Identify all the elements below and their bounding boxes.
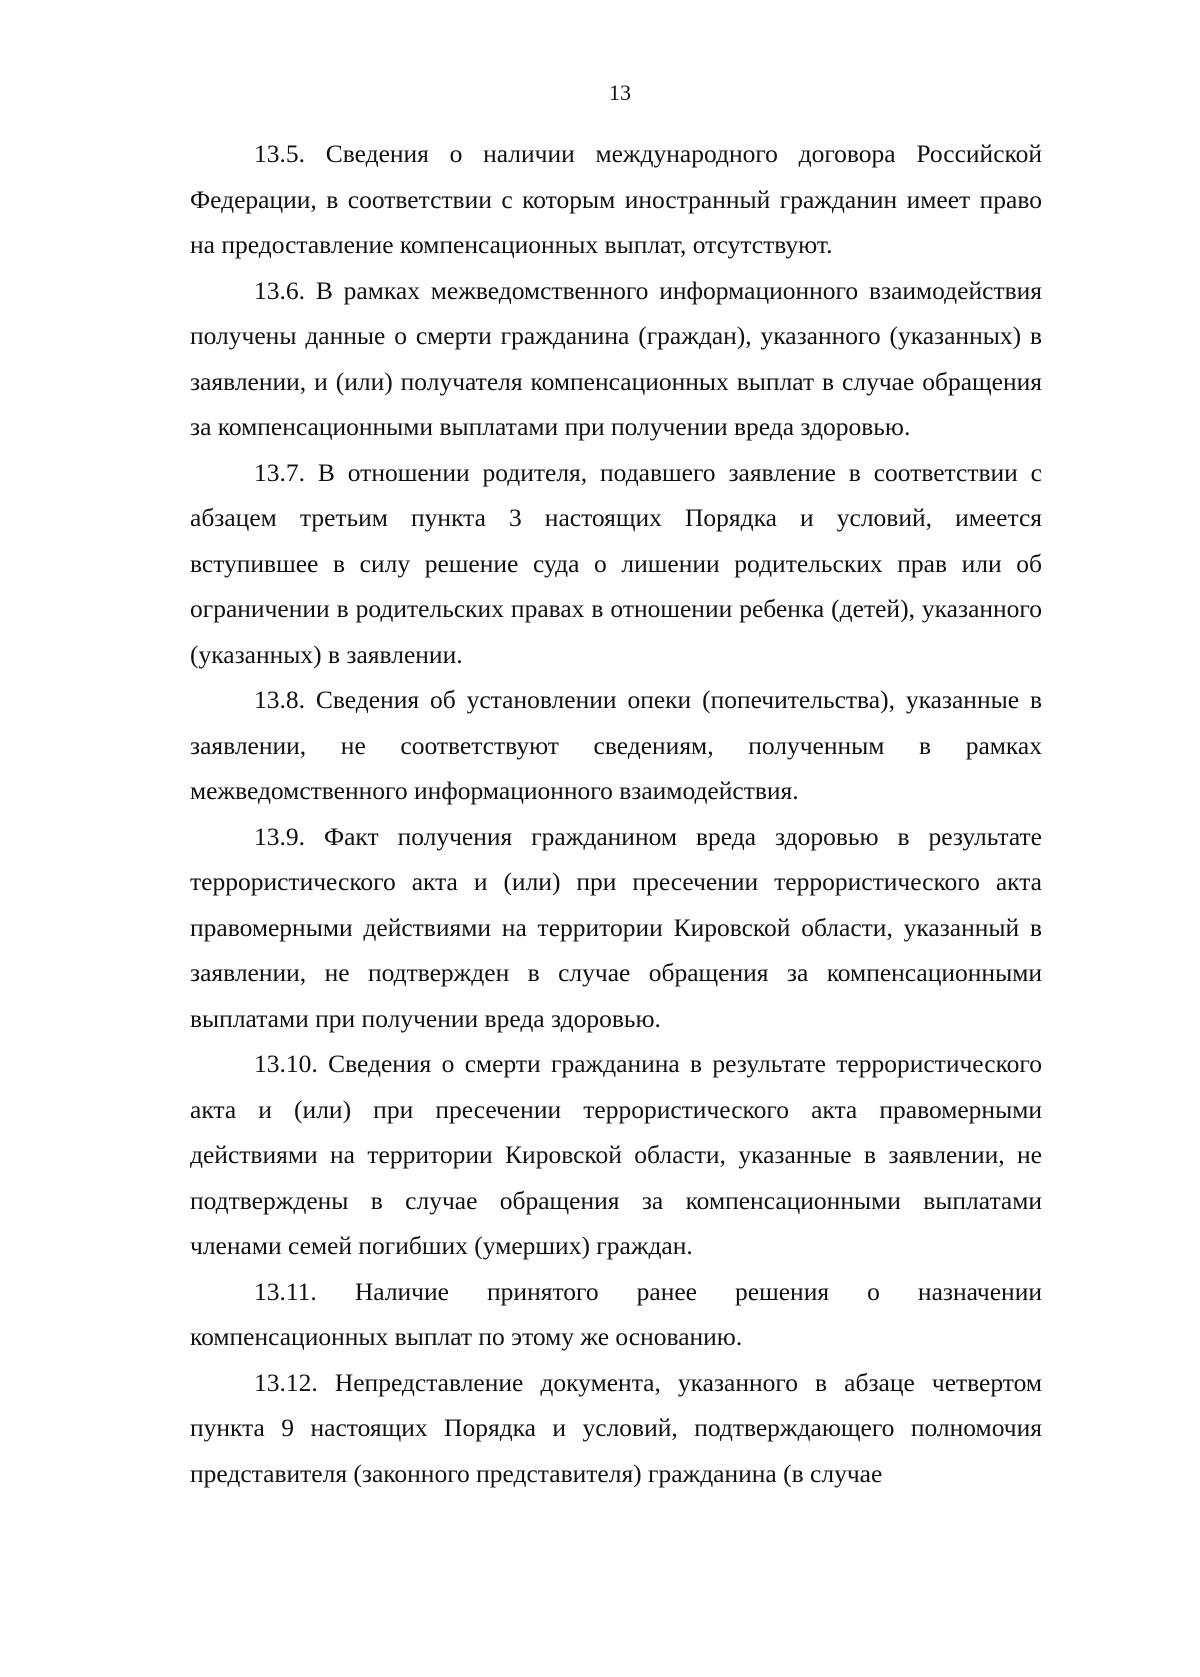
paragraph-13-8: 13.8. Сведения об установлении опеки (попечительства), указанные в заявлении, не соответствуют сведениям, полученным в рамках межведомственного информационного взаимодействия. xyxy=(190,685,1042,805)
paragraph-13-12: 13.12. Непредставление документа, указанного в абзаце четвертом пункта 9 настоящих Порядка и условий, подтверждающего полномочия представителя (законного представителя) гражданина (в случае xyxy=(190,1367,1042,1488)
paragraph-13-7: 13.7. В отношении родителя, подавшего заявление в соответствии с абзацем третьим пункта 3 настоящих Порядка и условий, имеется вступившее в силу решение суда о лишении родительских прав или об ограничении в родительских правах в отношении ребенка (детей), указанного (указанных) в заявлении. xyxy=(190,457,1042,669)
document-body xyxy=(190,131,1042,1496)
paragraph-13-9: 13.9. Факт получения гражданином вреда здоровью в результате террористического акта и (или) при пресечении террористического акта правомерными действиями на территории Кировской области, указанный в заявлении, не подтвержден в случае обращения за компенсационными выплатами при получении вреда здоровью. xyxy=(190,821,1042,1033)
page-number: 13 xyxy=(609,80,631,105)
paragraph-13-10: 13.10. Сведения о смерти гражданина в результате террористического акта и (или) при пресечении террористического акта правомерными действиями на территории Кировской области, указанные в заявлении, не подтверждены в случае обращения за компенсационными выплатами членами семей погибших (умерших) граждан. xyxy=(190,1049,1042,1260)
paragraph-13-6: 13.6. В рамках межведомственного информационного взаимодействия получены данные о смерти гражданина (граждан), указанного (указанных) в заявлении, и (или) получателя компенсационных выплат в случае обращения за компенсационными выплатами при получении вреда здоровью. xyxy=(190,275,1042,441)
paragraph-13-5: 13.5. Сведения о наличии международного договора Российской Федерации, в соответствии с которым иностранный гражданин имеет право на предоставление компенсационных выплат, отсутствуют. xyxy=(190,139,1042,259)
paragraph-13-11: 13.11. Наличие принятого ранее решения о назначении компенсационных выплат по этому же основанию. xyxy=(190,1276,1042,1351)
